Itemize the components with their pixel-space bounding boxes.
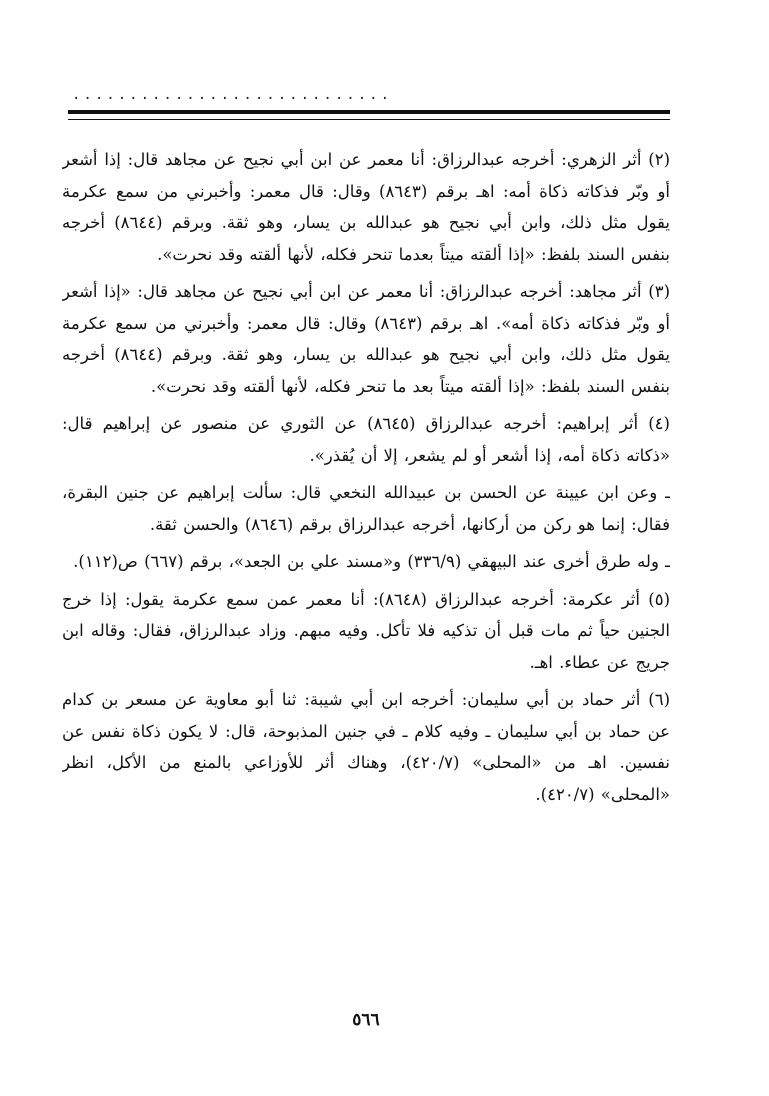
footnote-4-addendum-1: ـ وعن ابن عيينة عن الحسن بن عبيدالله النخعي قال: سألت إبراهيم عن جنين البقرة، فقال: إنما هو ركن من أركانها، أخرجه عبدالرزاق برقم (٨٦٤٦) والحسن ثقة. (62, 483, 670, 534)
footnote-2: (٢) أثر الزهري: أخرجه عبدالرزاق: أنا معمر عن ابن أبي نجيح عن مجاهد قال: إذا أشعر أو وبّر فذكاته ذكاة أمه: اهـ برقم (٨٦٤٣) وقال: قال معمر: وأخبرني من سمع عكرمة يقول مثل ذلك، وابن أبي نجيح هو عبدالله بن يسار، وهو ثقة. وبرقم (٨٦٤٤) أخرجه بنفس السند بلفظ: «إذا ألقته ميتاً بعدما تنحر فكله، لأنها ألقته وقد نحرت». (62, 150, 670, 264)
footnotes-body (62, 144, 670, 988)
header-dotted-line: ............................ (72, 88, 393, 102)
footnote-5: (٥) أثر عكرمة: أخرجه عبدالرزاق (٨٦٤٨): أنا معمر عمن سمع عكرمة يقول: إذا خرج الجنين حياً ثم مات قبل أن تذكيه فلا تأكل. وفيه مبهم. وزاد عبدالرزاق، فقال: وقاله ابن جريج عن عطاء. اهـ. (62, 589, 670, 672)
footnote-3: (٣) أثر مجاهد: أخرجه عبدالرزاق: أنا معمر عن ابن أبي نجيح عن مجاهد قال: «إذا أشعر أو وبّر فذكاته ذكاة أمه». اهـ برقم (٨٦٤٣) وقال: قال معمر: وأخبرني من سمع عكرمة يقول مثل ذلك، وابن أبي نجيح هو عبدالله بن يسار، وهو ثقة. وبرقم (٨٦٤٤) أخرجه بنفس السند بلفظ: «إذا ألقته ميتاً بعد ما تنحر فكله، لأنها ألقته وقد نحرت». (62, 282, 670, 396)
footnote-4: (٤) أثر إبراهيم: أخرجه عبدالرزاق (٨٦٤٥) عن الثوري عن منصور عن إبراهيم قال: «ذكاته ذكاة أمه، إذا أشعر أو لم يشعر، إلا أن يُقذر». (62, 414, 670, 465)
header-rule-thin (68, 119, 670, 120)
footnote-4-addendum-2: ـ وله طرق أخرى عند البيهقي (٣٣٦/٩) و«مسند علي بن الجعد»، برقم (٦٦٧) ص(١١٢). (73, 552, 670, 571)
footnote-6: (٦) أثر حماد بن أبي سليمان: أخرجه ابن أبي شيبة: ثنا أبو معاوية عن مسعر بن كدام عن حماد بن أبي سليمان ـ وفيه كلام ـ في جنين المذبوحة، قال: لا يكون ذكاة نفس عن نفسين. اهـ من «المحلى» (٤٢٠/٧)، وهناك أثر للأوزاعي بالمنع من الأكل، انظر «المحلى» (٤٢٠/٧). (62, 690, 670, 804)
header-rule-thick (68, 110, 670, 114)
page-number: ٥٦٦ (352, 1010, 380, 1030)
document-page (62, 88, 670, 1048)
